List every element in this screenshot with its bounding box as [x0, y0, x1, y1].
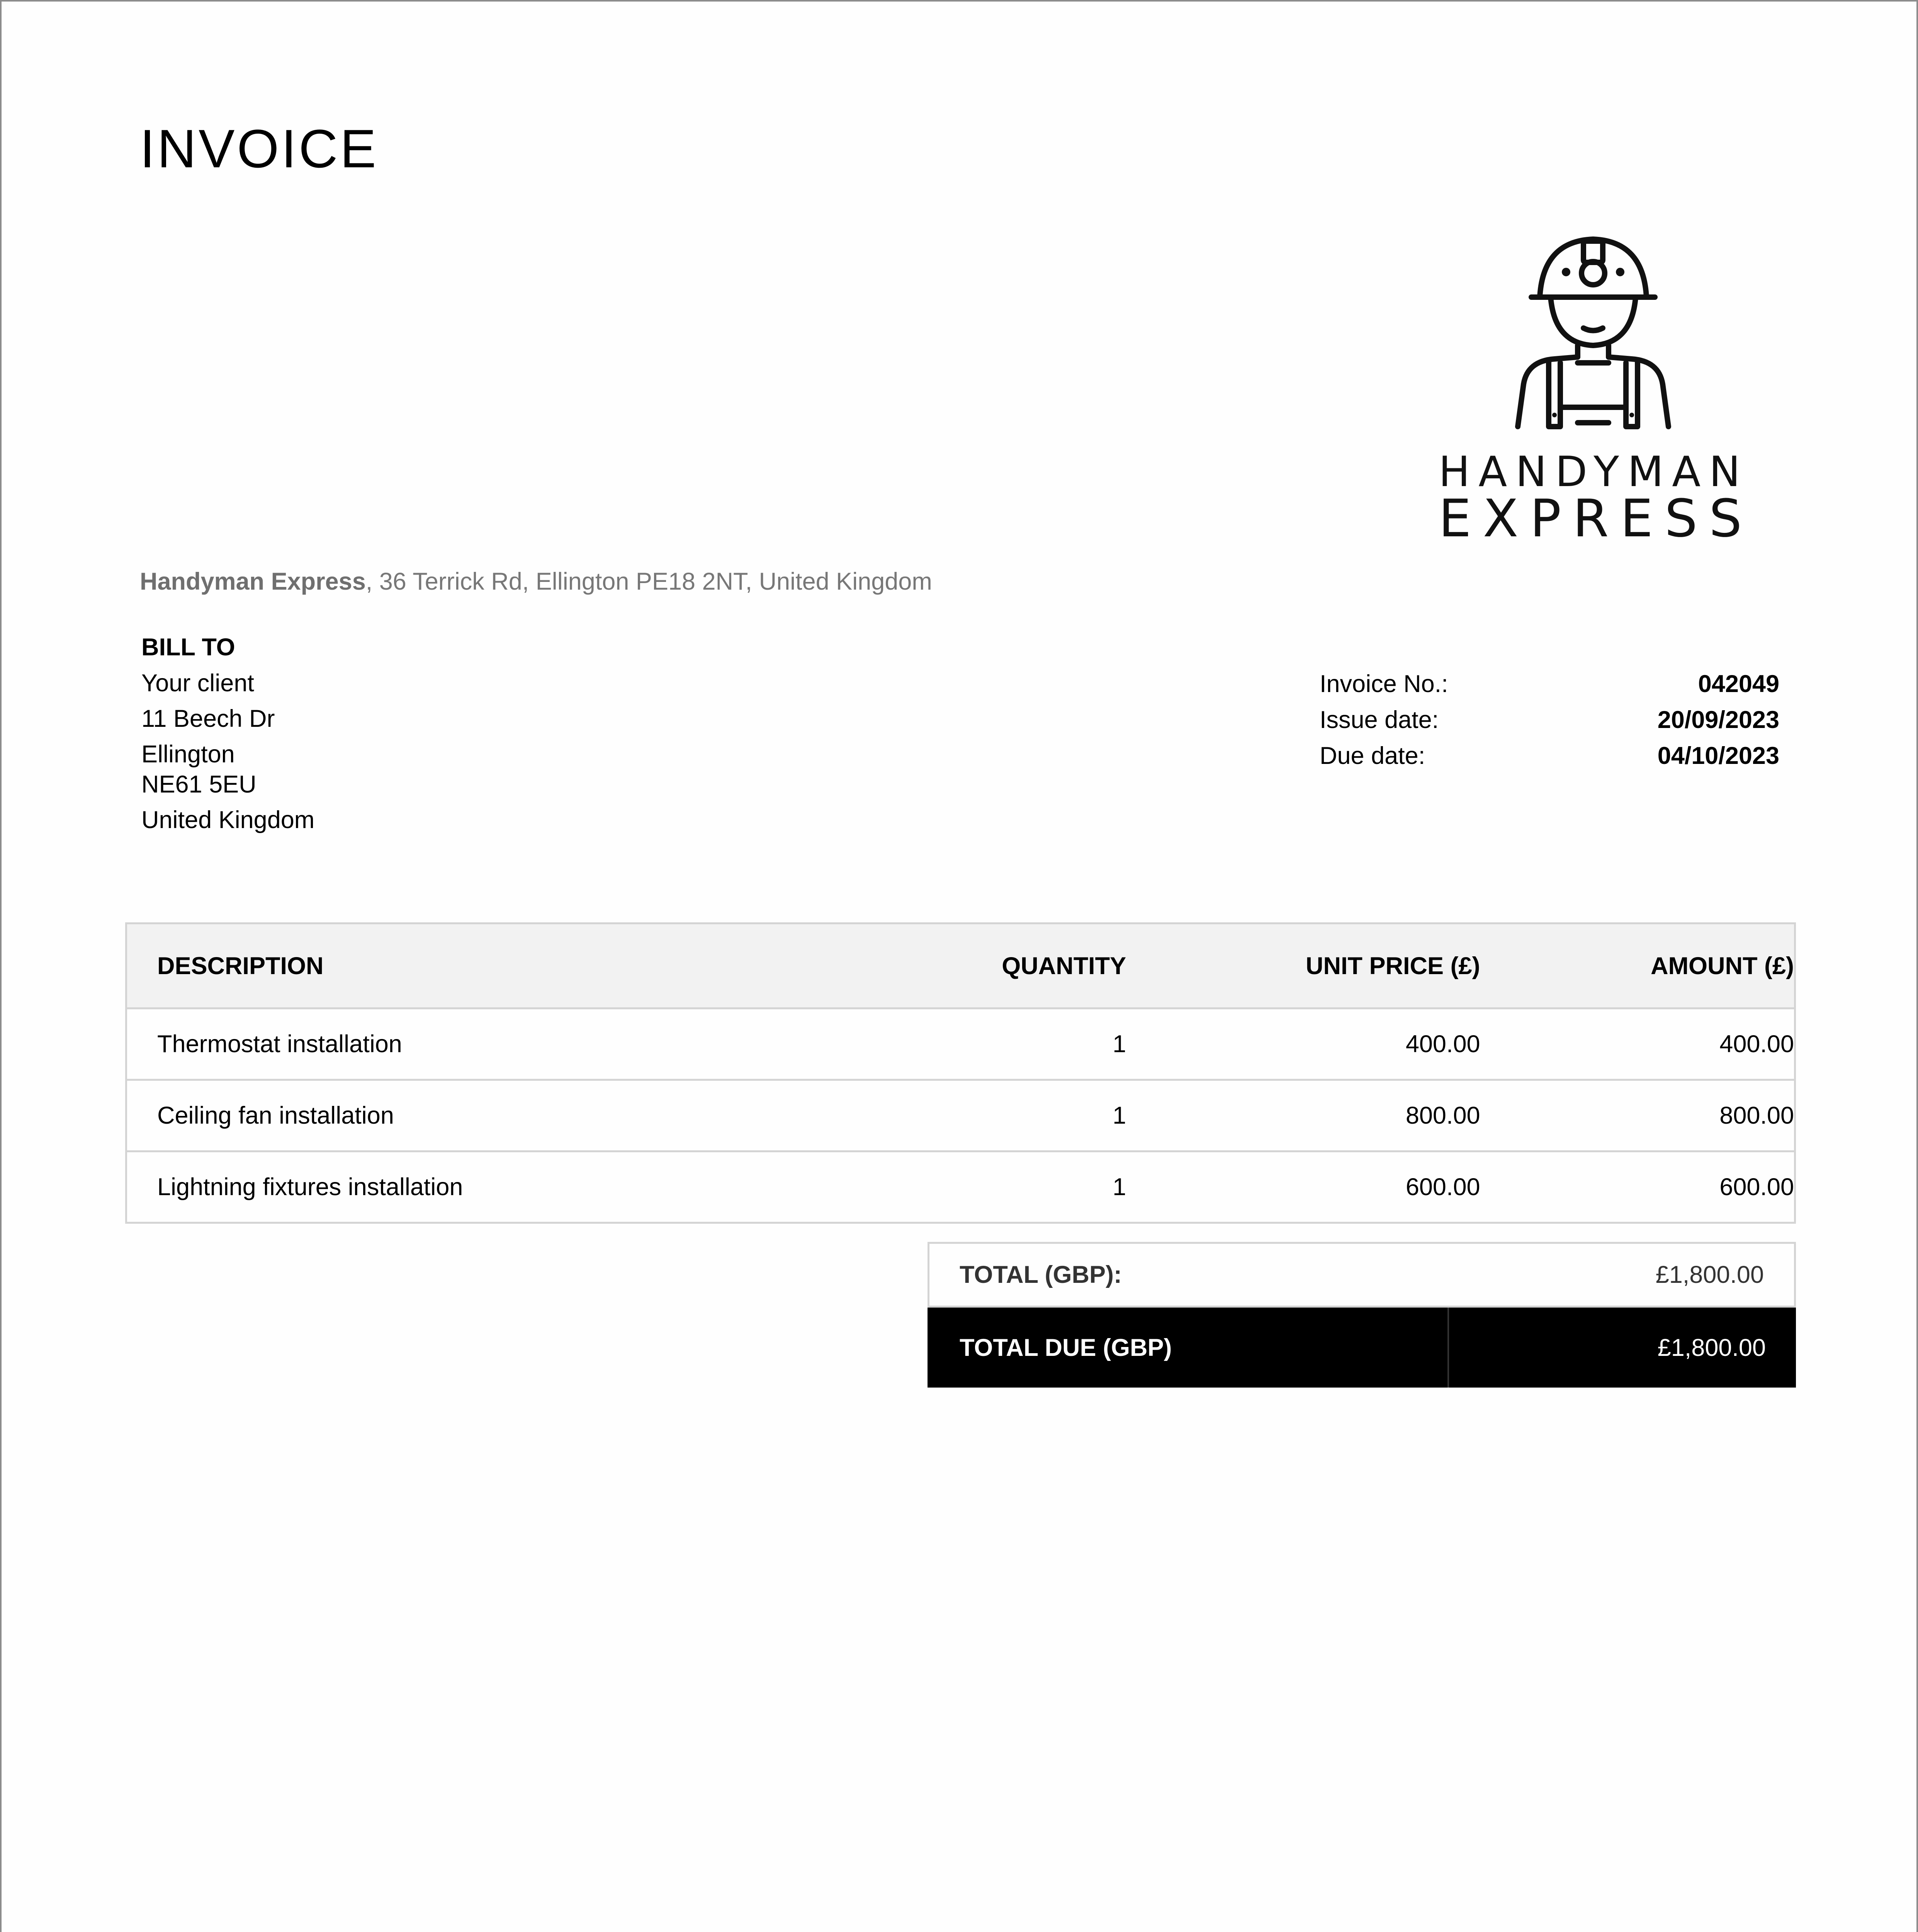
- logo-text-express: EXPRESS: [1439, 488, 1754, 549]
- item-description: Thermostat installation: [157, 1031, 402, 1058]
- sender-name: Handyman Express: [140, 568, 366, 595]
- invoice-meta: [1320, 670, 1779, 778]
- table-row: [127, 1150, 1794, 1222]
- item-quantity: 1: [1113, 1102, 1126, 1129]
- table-row: [127, 1079, 1794, 1150]
- item-unit-price: 400.00: [1405, 1031, 1480, 1058]
- sender-address: [140, 568, 932, 595]
- invoice-number-value: 042049: [1698, 670, 1779, 697]
- column-header-unit-price: UNIT PRICE (£): [1306, 952, 1480, 980]
- table-row: [127, 1007, 1794, 1079]
- client-name: Your client: [141, 670, 254, 697]
- total-value: £1,800.00: [1655, 1261, 1764, 1288]
- client-city: Ellington: [141, 741, 235, 768]
- bill-to-block: [141, 635, 314, 844]
- company-logo: [1439, 233, 1754, 549]
- item-amount: 600.00: [1719, 1173, 1794, 1201]
- item-quantity: 1: [1113, 1031, 1126, 1058]
- table-header-row: [127, 924, 1794, 1007]
- item-unit-price: 800.00: [1405, 1102, 1480, 1129]
- item-amount: 400.00: [1719, 1031, 1794, 1058]
- page-title: INVOICE: [140, 118, 379, 179]
- item-quantity: 1: [1113, 1173, 1126, 1201]
- sender-address-text: , 36 Terrick Rd, Ellington PE18 2NT, United Kingdom: [365, 568, 932, 595]
- client-country: United Kingdom: [141, 806, 315, 833]
- line-items-table: [125, 922, 1796, 1224]
- total-due-row: [928, 1308, 1796, 1388]
- item-description: Lightning fixtures installation: [157, 1173, 463, 1201]
- issue-date-value: 20/09/2023: [1657, 706, 1779, 733]
- invoice-number-label: Invoice No.:: [1320, 670, 1448, 697]
- total-due-value: £1,800.00: [1657, 1334, 1766, 1361]
- column-header-description: DESCRIPTION: [157, 952, 324, 980]
- item-unit-price: 600.00: [1405, 1173, 1480, 1201]
- handyman-logo-icon: [1439, 233, 1748, 450]
- due-date-row: [1320, 742, 1779, 778]
- bill-to-heading: BILL TO: [141, 634, 235, 661]
- total-label: TOTAL (GBP):: [960, 1261, 1122, 1288]
- due-date-label: Due date:: [1320, 742, 1425, 769]
- item-amount: 800.00: [1719, 1102, 1794, 1129]
- issue-date-label: Issue date:: [1320, 706, 1439, 733]
- totals-block: [928, 1242, 1796, 1388]
- column-header-amount: AMOUNT (£): [1651, 952, 1794, 980]
- total-row: [928, 1242, 1796, 1308]
- client-postcode: NE61 5EU: [141, 771, 257, 798]
- total-due-label: TOTAL DUE (GBP): [928, 1308, 1449, 1388]
- due-date-value: 04/10/2023: [1657, 742, 1779, 769]
- logo-text-handyman: HANDYMAN: [1439, 448, 1749, 496]
- invoice-number-row: [1320, 670, 1779, 706]
- column-header-quantity: QUANTITY: [1002, 952, 1126, 980]
- item-description: Ceiling fan installation: [157, 1102, 394, 1129]
- issue-date-row: [1320, 706, 1779, 742]
- client-street: 11 Beech Dr: [141, 705, 275, 732]
